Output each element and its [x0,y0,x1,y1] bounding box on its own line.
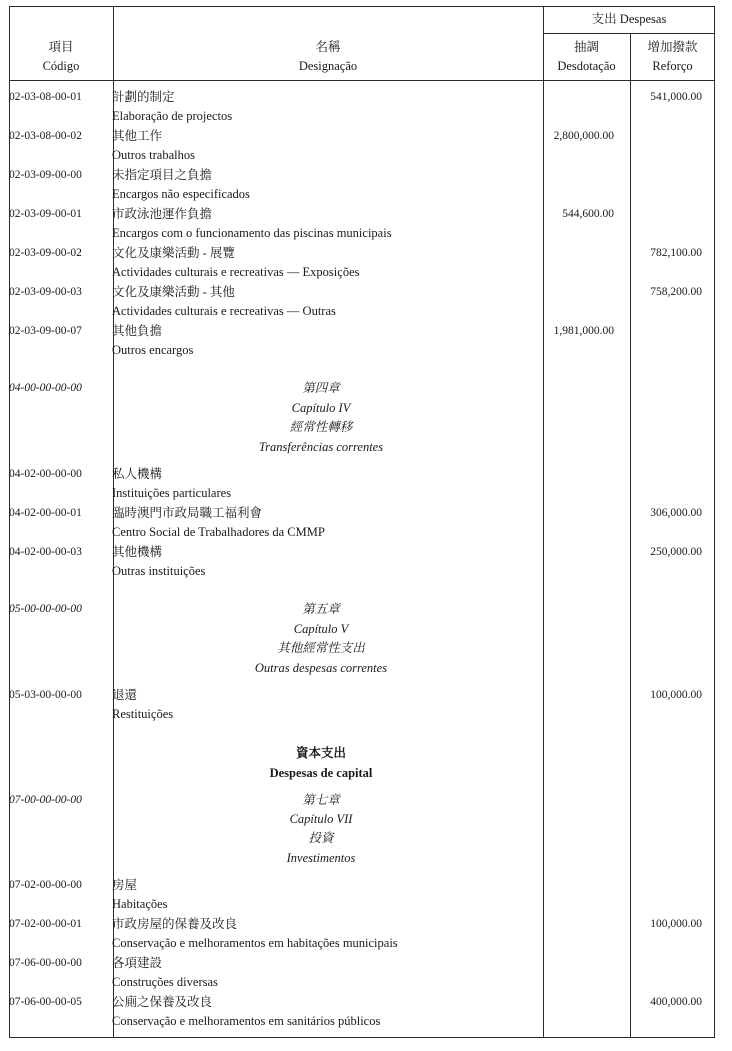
row-code: 02-03-09-00-01 [9,208,82,220]
row-desc-zh: 其他機構 [112,545,163,559]
row-desc-zh: 其他工作 [112,129,163,143]
chapter-name-zh: 經常性轉移 [289,420,353,434]
row-code: 05-03-00-00-00 [9,689,82,701]
chapter-name-pt: Investimentos [286,851,356,865]
row-desc-pt: Conservação e melhoramentos em habitações municipais [112,936,398,950]
row-desc-pt: Construções diversas [112,975,218,989]
row-desc-zh: 市政房屋的保養及改良 [112,917,238,931]
row-desc-pt: Actividades culturais e recreativas — Exposições [112,265,360,279]
row-code: 02-03-08-00-02 [9,130,82,142]
row-code: 07-06-00-00-00 [9,957,82,969]
chapter-name-zh: 投資 [308,831,334,845]
row-code: 04-02-00-00-03 [9,546,82,558]
row-reforco: 541,000.00 [650,91,702,103]
header-bottom-line [9,80,715,81]
col-divider-designacao [543,6,544,1038]
row-desc-pt: Habitações [112,897,168,911]
row-code: 02-03-09-00-00 [9,169,82,181]
section-title-pt: Despesas de capital [269,766,373,780]
header-codigo-pt: Código [42,59,80,73]
header-designacao-pt: Designação [298,59,358,73]
row-code: 02-03-09-00-02 [9,247,82,259]
row-desc-pt: Outros trabalhos [112,148,195,162]
chapter-name-zh: 其他經常性支出 [277,641,365,655]
row-reforco: 782,100.00 [650,247,702,259]
row-code: 07-02-00-00-01 [9,918,82,930]
col-divider-desdotacao [630,33,631,1038]
row-desc-zh: 其他負擔 [112,324,163,338]
chapter-code: 05-00-00-00-00 [9,603,82,615]
row-desc-zh: 計劃的制定 [112,90,175,104]
chapter-name-pt: Transferências correntes [258,440,384,454]
row-desc-pt: Actividades culturais e recreativas — Outras [112,304,336,318]
row-code: 02-03-09-00-07 [9,325,82,337]
chapter-title-zh: 第四章 [302,381,340,395]
row-desc-pt: Encargos não especificados [112,187,250,201]
row-reforco: 100,000.00 [650,918,702,930]
row-reforco: 306,000.00 [650,507,702,519]
header-codigo-zh: 項目 [48,40,74,54]
row-desc-zh: 房屋 [112,878,138,892]
row-desdotacao: 2,800,000.00 [553,130,614,142]
row-desc-pt: Conservação e melhoramentos em sanitários públicos [112,1014,381,1028]
header-desdotacao-pt: Desdotação [557,59,616,73]
row-desdotacao: 1,981,000.00 [553,325,614,337]
row-desc-zh: 私人機構 [112,467,163,481]
row-desc-zh: 市政泳池運作負擔 [112,207,213,221]
chapter-title-pt: Capítulo VII [289,812,353,826]
header-despesas: 支出 Despesas [591,12,667,26]
row-desdotacao: 544,600.00 [562,208,614,220]
row-code: 07-02-00-00-00 [9,879,82,891]
chapter-title-zh: 第七章 [302,793,340,807]
row-desc-pt: Restituições [112,707,174,721]
row-desc-zh: 文化及康樂活動 - 展覽 [112,246,235,260]
row-reforco: 758,200.00 [650,286,702,298]
chapter-title-pt: Capítulo V [293,622,349,636]
chapter-code: 04-00-00-00-00 [9,382,82,394]
row-code: 07-06-00-00-05 [9,996,82,1008]
row-desc-zh: 退還 [112,688,138,702]
chapter-name-pt: Outras despesas correntes [254,661,388,675]
header-subline [543,33,715,34]
row-reforco: 250,000.00 [650,546,702,558]
row-desc-pt: Outros encargos [112,343,194,357]
row-code: 02-03-09-00-03 [9,286,82,298]
row-desc-zh: 臨時澳門市政局職工福利會 [112,506,263,520]
row-reforco: 400,000.00 [650,996,702,1008]
header-reforco-zh: 增加撥款 [647,40,698,54]
row-desc-pt: Encargos com o funcionamento das piscinas municipais [112,226,392,240]
row-code: 02-03-08-00-01 [9,91,82,103]
row-desc-zh: 公廁之保養及改良 [112,995,213,1009]
row-desc-pt: Instituições particulares [112,486,232,500]
row-desc-zh: 文化及康樂活動 - 其他 [112,285,235,299]
chapter-title-pt: Capítulo IV [291,401,351,415]
chapter-title-zh: 第五章 [302,602,340,616]
row-desc-pt: Outras instituições [112,564,206,578]
row-code: 04-02-00-00-01 [9,507,82,519]
header-designacao-zh: 名稱 [315,40,341,54]
chapter-code: 07-00-00-00-00 [9,794,82,806]
row-reforco: 100,000.00 [650,689,702,701]
row-desc-pt: Elaboração de projectos [112,109,233,123]
header-reforco-pt: Reforço [652,59,693,73]
row-desc-zh: 各項建設 [112,956,163,970]
header-desdotacao-zh: 抽調 [573,40,599,54]
section-title-zh: 資本支出 [295,746,346,760]
row-desc-zh: 未指定項目之負擔 [112,168,213,182]
row-desc-pt: Centro Social de Trabalhadores da CMMP [112,525,325,539]
row-code: 04-02-00-00-00 [9,468,82,480]
